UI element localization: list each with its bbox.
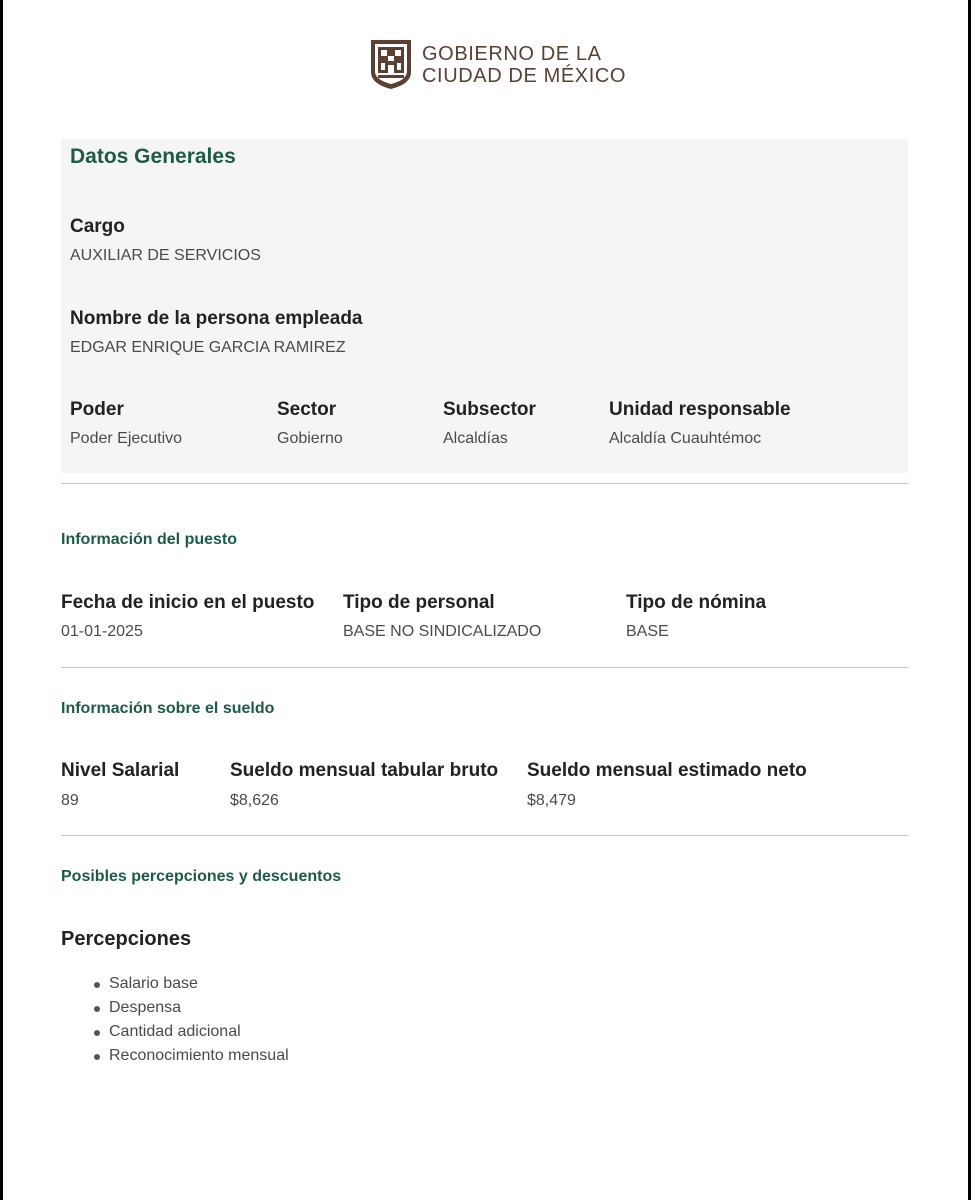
sueldo-bruto-value: $8,626 bbox=[230, 792, 279, 809]
nombre-value: EDGAR ENRIQUE GARCIA RAMIREZ bbox=[70, 339, 346, 356]
subsector-value: Alcaldías bbox=[443, 430, 508, 447]
poder-value: Poder Ejecutivo bbox=[70, 430, 183, 447]
tipo-personal-value: BASE NO SINDICALIZADO bbox=[343, 623, 542, 640]
sueldo-neto-label: Sueldo mensual estimado neto bbox=[527, 760, 807, 781]
poder-label: Poder bbox=[70, 399, 124, 420]
list-item: Cantidad adicional bbox=[109, 1020, 289, 1044]
tipo-personal-label: Tipo de personal bbox=[343, 592, 495, 613]
percepciones-list bbox=[109, 972, 289, 1068]
left-screen-edge bbox=[0, 0, 3, 1200]
sector-value: Gobierno bbox=[277, 430, 343, 447]
logo-text-line1: GOBIERNO DE LA bbox=[422, 42, 602, 65]
subsector-label: Subsector bbox=[443, 399, 536, 420]
fecha-inicio-label: Fecha de inicio en el puesto bbox=[61, 592, 315, 613]
list-item: Salario base bbox=[109, 972, 289, 996]
list-item: Reconocimiento mensual bbox=[109, 1044, 289, 1068]
datos-generales-panel bbox=[61, 139, 908, 473]
divider bbox=[61, 835, 908, 836]
sueldo-bruto-label: Sueldo mensual tabular bruto bbox=[230, 760, 499, 781]
nivel-salarial-value: 89 bbox=[61, 792, 79, 809]
percepciones-descuentos-section-title: Posibles percepciones y descuentos bbox=[61, 868, 342, 885]
divider bbox=[61, 483, 908, 484]
cdmx-logo bbox=[369, 38, 626, 91]
sueldo-neto-value: $8,479 bbox=[527, 792, 576, 809]
sector-label: Sector bbox=[277, 399, 337, 420]
list-item: Despensa bbox=[109, 996, 289, 1020]
cdmx-shield-emblem-icon bbox=[369, 38, 413, 91]
divider bbox=[61, 667, 908, 668]
unidad-responsable-value: Alcaldía Cuauhtémoc bbox=[609, 430, 762, 447]
fecha-inicio-value: 01-01-2025 bbox=[61, 623, 143, 640]
nivel-salarial-label: Nivel Salarial bbox=[61, 760, 180, 781]
nombre-label: Nombre de la persona empleada bbox=[70, 308, 363, 329]
unidad-responsable-label: Unidad responsable bbox=[609, 399, 791, 420]
tipo-nomina-value: BASE bbox=[626, 623, 669, 640]
datos-generales-title: Datos Generales bbox=[70, 145, 236, 168]
percepciones-heading: Percepciones bbox=[61, 928, 192, 950]
tipo-nomina-label: Tipo de nómina bbox=[626, 592, 767, 613]
sueldo-section-title: Información sobre el sueldo bbox=[61, 700, 275, 717]
cargo-value: AUXILIAR DE SERVICIOS bbox=[70, 247, 261, 264]
cargo-label: Cargo bbox=[70, 216, 125, 237]
logo-text-line2: CIUDAD DE MÉXICO bbox=[422, 64, 627, 87]
puesto-section-title: Información del puesto bbox=[61, 531, 238, 548]
